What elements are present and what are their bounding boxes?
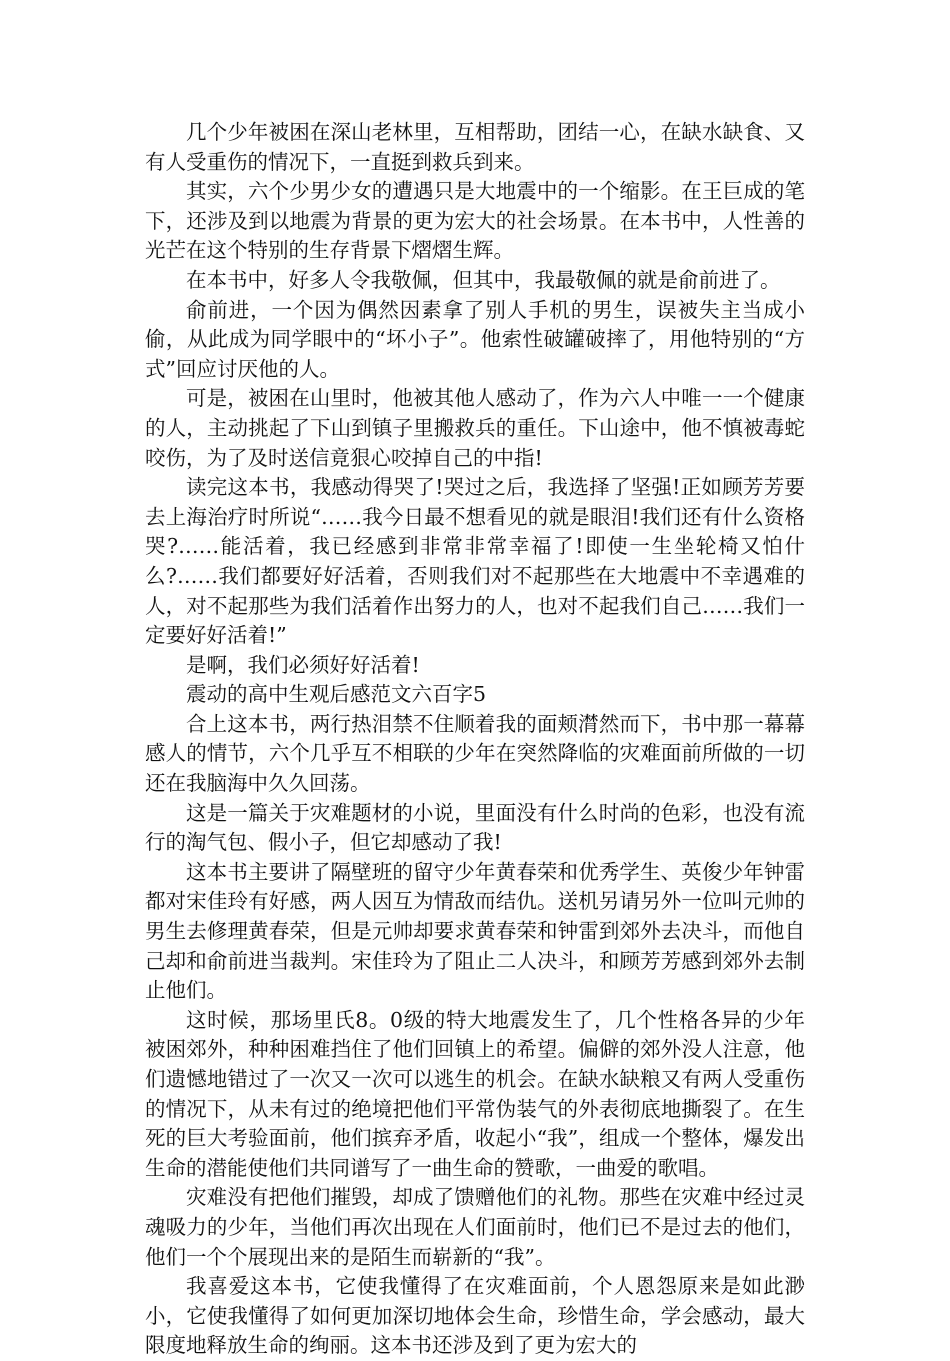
paragraph-11: 这时候，那场里氏8。0级的特大地震发生了，几个性格各异的少年被困郊外，种种困难挡住了他们回镇上的希望。偏僻的郊外没人注意，他们遗憾地错过了一次又一次可以逃生的机会。在缺水缺粮又有两人受重伤的情况下，从未有过的绝境把他们平常伪装气的外表彻底地撕裂了。在生死的巨大考验面前，他们摈弃矛盾，收起小“我”，组成一个整体，爆发出生命的潜能使他们共同谱写了一曲生命的赞歌，一曲爱的歌唱。	[145, 1007, 805, 1180]
paragraph-12: 灾难没有把他们摧毁，却成了馈赠他们的礼物。那些在灾难中经过灵魂吸力的少年，当他们再次出现在人们面前时，他们已不是过去的他们，他们一个个展现出来的是陌生而崭新的“我”。	[145, 1185, 805, 1269]
paragraph-10: 这本书主要讲了隔壁班的留守少年黄春荣和优秀学生、英俊少年钟雷都对宋佳玲有好感，两人因互为情敌而结仇。送机另请另外一位叫元帅的男生去修理黄春荣，但是元帅却要求黄春荣和钟雷到郊外去决斗，而他自己却和俞前进当裁判。宋佳玲为了阻止二人决斗，和顾芳芳感到郊外去制止他们。	[145, 859, 805, 1003]
paragraph-13: 我喜爱这本书，它使我懂得了在灾难面前，个人恩怨原来是如此渺小，它使我懂得了如何更加深切地体会生命，珍惜生命，学会感动，最大限度地释放生命的绚丽。这本书还涉及到了更为宏大的	[145, 1274, 805, 1358]
section-heading: 震动的高中生观后感范文六百字5	[186, 682, 487, 707]
paragraph-2: 其实，六个少男少女的遭遇只是大地震中的一个缩影。在王巨成的笔下，还涉及到以地震为背景的更为宏大的社会场景。在本书中，人性善的光芒在这个特别的生存背景下熠熠生辉。	[145, 179, 805, 263]
paragraph-1: 几个少年被困在深山老林里，互相帮助，团结一心，在缺水缺食、又有人受重伤的情况下，一直挺到救兵到来。	[145, 120, 805, 174]
paragraph-7: 是啊，我们必须好好活着!	[186, 652, 420, 677]
paragraph-3: 在本书中，好多人令我敬佩，但其中，我最敬佩的就是俞前进了。	[186, 267, 781, 292]
paragraph-5: 可是，被困在山里时，他被其他人感动了，作为六人中唯一一个健康的人，主动挑起了下山到镇子里搬救兵的重任。下山途中，他不慎被毒蛇咬伤，为了及时送信竟狠心咬掉自己的中指!	[145, 386, 805, 470]
paragraph-6: 读完这本书，我感动得哭了!哭过之后，我选择了坚强!正如顾芳芳要去上海治疗时所说“……我今日最不想看见的就是眼泪!我们还有什么资格哭?……能活着，我已经感到非常非常幸福了!即使一生坐轮椅又怕什么?……我们都要好好活着，否则我们对不起那些在大地震中不幸遇难的人，对不起那些为我们活着作出努力的人，也对不起我们自己……我们一定要好好活着!”	[145, 475, 805, 648]
paragraph-8: 合上这本书，两行热泪禁不住顺着我的面颊潸然而下，书中那一幕幕感人的情节，六个几乎互不相联的少年在突然降临的灾难面前所做的一切还在我脑海中久久回荡。	[145, 711, 805, 796]
document-body	[145, 118, 805, 1361]
paragraph-9: 这是一篇关于灾难题材的小说，里面没有什么时尚的色彩，也没有流行的淘气包、假小子，但它却感动了我!	[145, 800, 805, 855]
paragraph-4: 俞前进，一个因为偶然因素拿了别人手机的男生，误被失主当成小偷，从此成为同学眼中的“坏小子”。他索性破罐破摔了，用他特别的“方式”回应讨厌他的人。	[145, 297, 805, 381]
